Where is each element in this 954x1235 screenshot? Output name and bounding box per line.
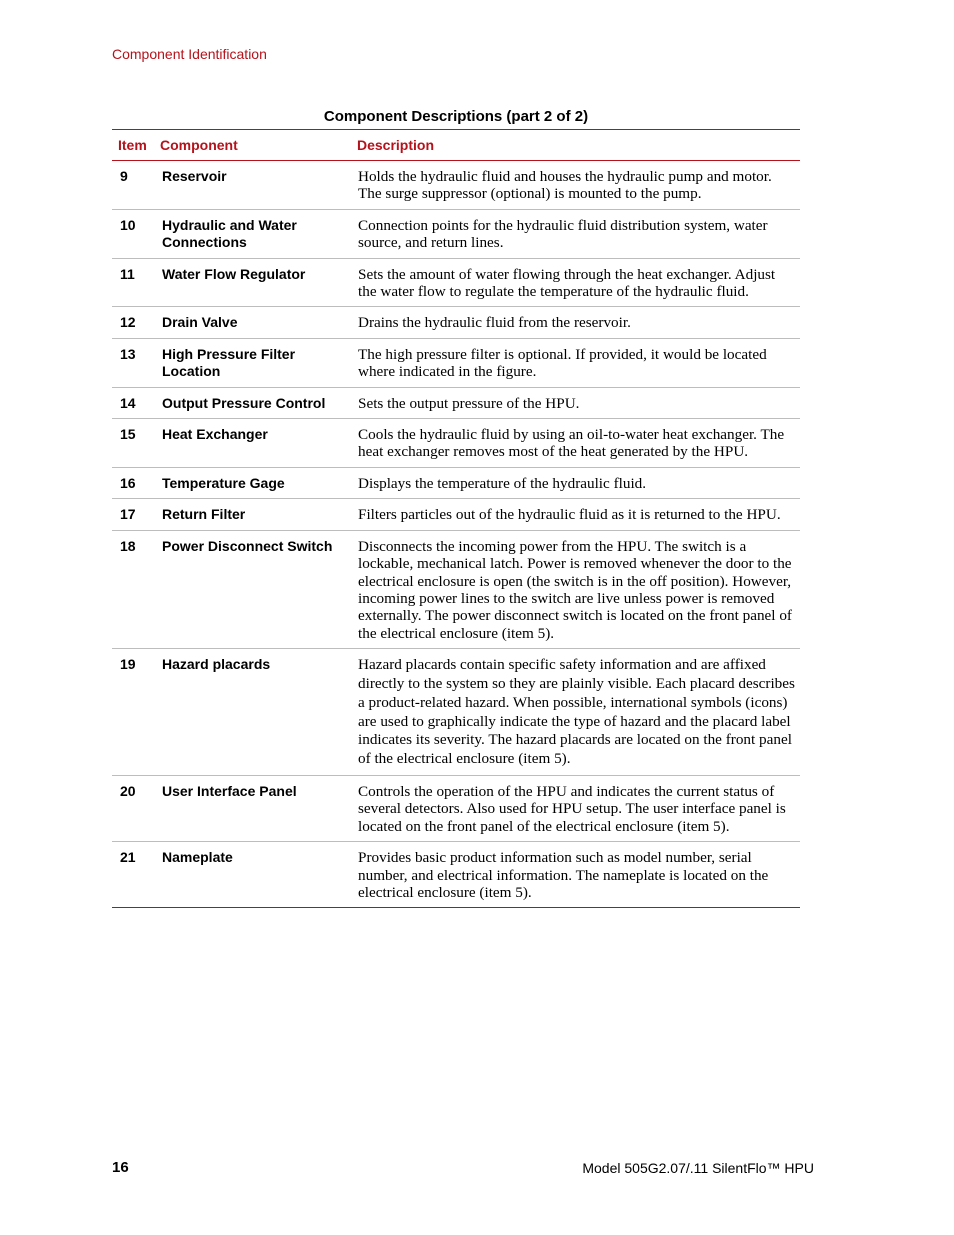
footer-model: Model 505G2.07/.11 SilentFlo™ HPU bbox=[582, 1160, 814, 1176]
cell-component: Output Pressure Control bbox=[162, 394, 326, 411]
cell-description: Connection points for the hydraulic fluid distribution system, water source, and return lines. bbox=[358, 216, 768, 252]
table-row bbox=[112, 499, 800, 530]
table-row bbox=[112, 468, 800, 499]
cell-component: Power Disconnect Switch bbox=[162, 537, 333, 554]
cell-item: 10 bbox=[120, 216, 136, 233]
cell-description: Controls the operation of the HPU and indicates the current status of several detectors. Also used for HPU setup. The user interface panel is located on the front panel of the electrical enclosure (item 5). bbox=[358, 782, 786, 835]
cell-component: Drain Valve bbox=[162, 314, 238, 331]
running-head: Component Identification bbox=[112, 46, 267, 62]
page-number: 16 bbox=[112, 1159, 129, 1176]
cell-component: High Pressure Filter Location bbox=[162, 345, 296, 379]
cell-description: Cools the hydraulic fluid by using an oil-to-water heat exchanger. The heat exchanger removes most of the heat generated by the HPU. bbox=[358, 426, 785, 461]
table-row bbox=[112, 842, 800, 907]
cell-description: Sets the amount of water flowing through the heat exchanger. Adjust the water flow to regulate the temperature of the hydraulic fluid. bbox=[358, 265, 776, 301]
cell-component: Nameplate bbox=[162, 849, 233, 866]
cell-description: Drains the hydraulic fluid from the reservoir. bbox=[358, 314, 631, 332]
header-description: Description bbox=[357, 137, 435, 153]
cell-description: Sets the output pressure of the HPU. bbox=[358, 394, 580, 412]
cell-description: Holds the hydraulic fluid and houses the hydraulic pump and motor. The surge suppressor (optional) is mounted to the pump. bbox=[358, 168, 772, 203]
cell-item: 20 bbox=[120, 782, 136, 799]
cell-item: 19 bbox=[120, 656, 136, 673]
table-row bbox=[112, 419, 800, 468]
table-body bbox=[112, 161, 800, 907]
cell-item: 14 bbox=[120, 394, 136, 411]
table-row bbox=[112, 307, 800, 338]
cell-component: User Interface Panel bbox=[162, 782, 297, 799]
cell-component: Reservoir bbox=[162, 168, 227, 184]
table-row bbox=[112, 339, 800, 388]
table-row bbox=[112, 531, 800, 649]
table-row bbox=[112, 259, 800, 308]
cell-item: 15 bbox=[120, 426, 136, 443]
table-row bbox=[112, 210, 800, 259]
cell-description: Provides basic product information such as model number, serial number, and electrical information. The nameplate is located on the electrical enclosure (item 5). bbox=[358, 849, 769, 901]
cell-item: 11 bbox=[120, 265, 135, 282]
table-row bbox=[112, 161, 800, 210]
cell-description: Displays the temperature of the hydraulic fluid. bbox=[358, 474, 647, 492]
header-component: Component bbox=[160, 137, 238, 153]
cell-item: 13 bbox=[120, 345, 136, 362]
cell-component: Hazard placards bbox=[162, 656, 271, 673]
cell-item: 18 bbox=[120, 537, 136, 554]
table-row bbox=[112, 776, 800, 842]
cell-description: The high pressure filter is optional. If provided, it would be located where indicated in the figure. bbox=[358, 345, 767, 381]
table-title: Component Descriptions (part 2 of 2) bbox=[323, 108, 589, 125]
cell-item: 21 bbox=[120, 849, 136, 866]
cell-component: Heat Exchanger bbox=[162, 426, 268, 443]
table-header-row bbox=[112, 130, 800, 161]
cell-component: Hydraulic and Water Connections bbox=[162, 216, 297, 250]
cell-component: Water Flow Regulator bbox=[162, 265, 306, 282]
cell-component: Temperature Gage bbox=[162, 474, 285, 491]
cell-description: Hazard placards contain specific safety information and are affixed directly to the system so they are plainly visible. Each placard describes a product-related hazard. When possible, international symbols (icons) are used to graphically indicate the type of hazard and the placard label indicates its severity. The hazard placards are located on the front panel of the electrical enclosure (item 5). bbox=[358, 656, 795, 768]
cell-item: 16 bbox=[120, 474, 136, 491]
cell-item: 12 bbox=[120, 314, 136, 331]
cell-description: Filters particles out of the hydraulic fluid as it is returned to the HPU. bbox=[358, 506, 781, 524]
cell-item: 17 bbox=[120, 506, 136, 523]
cell-component: Return Filter bbox=[162, 506, 246, 523]
component-table bbox=[112, 129, 800, 908]
table-row bbox=[112, 388, 800, 419]
table-row bbox=[112, 649, 800, 776]
cell-item: 9 bbox=[120, 168, 128, 184]
header-item: Item bbox=[118, 137, 147, 153]
cell-description: Disconnects the incoming power from the HPU. The switch is a lockable, mechanical latch. Power is removed whenever the door to the electrical enclosure is open (the switch is in the off position). However, incoming power lines to the switch are live unless power is removed externally. The power disconnect switch is located on the front panel of the electrical enclosure (item 5). bbox=[358, 537, 792, 642]
